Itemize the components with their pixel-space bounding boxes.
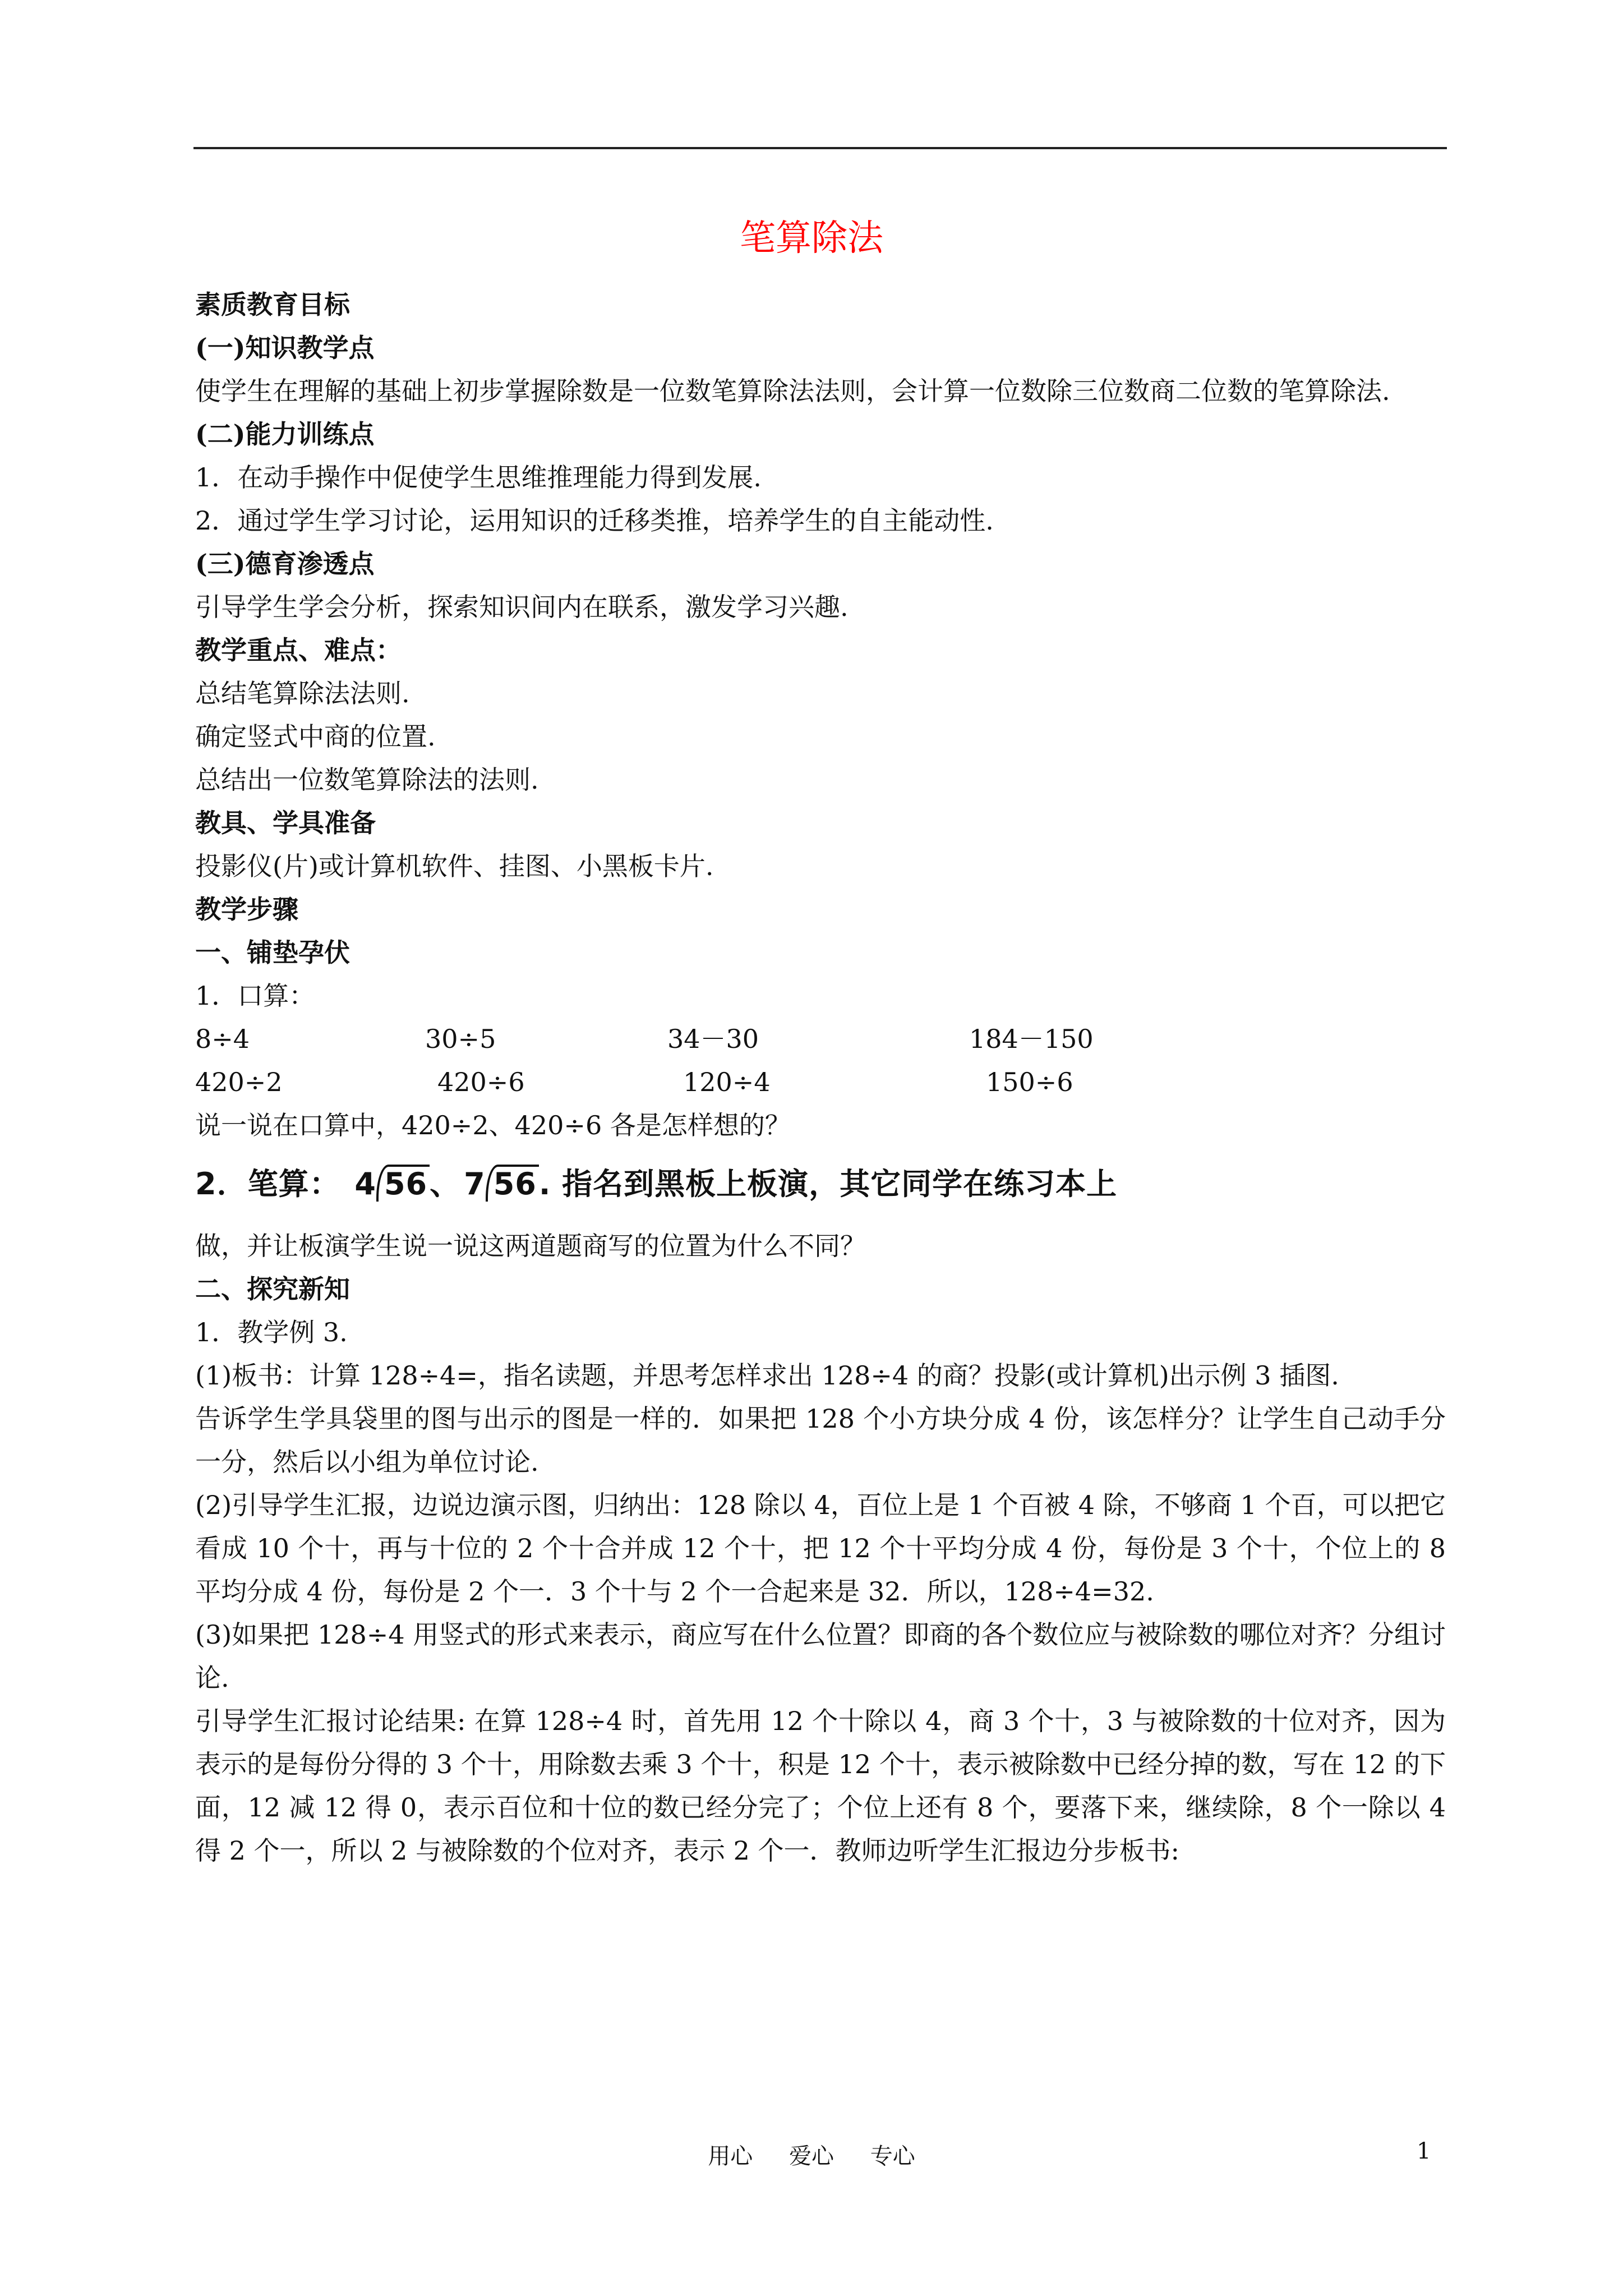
paragraph-4: (3)如果把 128÷4 用竖式的形式来表示，商应写在什么位置？即商的各个数位应与被除数的哪位对齐？分组讨论. — [195, 1619, 1446, 1693]
moral-text: 引导学生学会分析，探索知识间内在联系，激发学习兴趣. — [195, 592, 849, 622]
paragraph-5: 引导学生汇报讨论结果: 在算 128÷4 时，首先用 12 个十除以 4，商 3 个十，3 与被除数的十位对齐，因为表示的是每份分得的 3 个十，用除数去乘 3 个十，积是 12 个十，表示被除数中已经分掉的数，写在 12 的下面，12 减 12 得 0，表示百位和十位的数已经分完了；个位上还有 8 个，要落下来，继续除，8 个一除以 4 得 2 个一，所以 2 与被除数的个位对齐，表示 2 个一．教师边听学生汇报边分步板书: — [195, 1706, 1446, 1866]
oral-label: 1．口算： — [195, 981, 315, 1011]
oral-expr: 184－150 — [969, 1024, 1094, 1054]
written-continue: 做，并让板演学生说一说这两道题商写的位置为什么不同？ — [195, 1231, 866, 1261]
oral-expr: 34－30 — [667, 1024, 759, 1054]
divisor: 7 — [464, 1166, 486, 1202]
oral-expr: 150÷6 — [986, 1067, 1073, 1097]
footer-word: 专心 — [870, 2143, 915, 2169]
written-prefix: 2．笔算： — [195, 1166, 340, 1202]
written-suffix: . 指名到黑板上板演，其它同学在练习本上 — [538, 1166, 1118, 1202]
written-separator: 、 — [430, 1166, 461, 1202]
footer-word: 爱心 — [789, 2143, 834, 2169]
dividend: 56 — [376, 1165, 430, 1202]
oral-expr: 420÷6 — [437, 1067, 525, 1097]
oral-expr: 420÷2 — [195, 1067, 283, 1097]
dividend: 56 — [486, 1165, 539, 1202]
paragraph-3: (2)引导学生汇报，边说边演示图，归纳出：128 除以 4，百位上是 1 个百被 4 除，不够商 1 个百，可以把它看成 10 个十，再与十位的 2 个十合并成 12 个十，把 12 个十平均分成 4 份，每份是 3 个十，个位上的 8 平均分成 4 份，每份是 2 个一．3 个十与 2 个一合起来是 32．所以，128÷4=32. — [195, 1490, 1446, 1607]
knowledge-text: 使学生在理解的基础上初步掌握除数是一位数笔算除法法则，会计算一位数除三位数商二位数的笔算除法. — [195, 376, 1390, 406]
key-heading: 教学重点、难点： — [195, 635, 402, 665]
ability-item-2: 2．通过学生学习讨论，运用知识的迁移类推，培养学生的自主能动性. — [195, 505, 994, 536]
ability-heading: (二)能力训练点 — [195, 419, 375, 449]
oral-expr: 8÷4 — [195, 1024, 250, 1054]
divisor: 4 — [354, 1166, 376, 1202]
tools-heading: 教具、学具准备 — [195, 808, 376, 838]
paragraph-2: 告诉学生学具袋里的图与出示的图是一样的．如果把 128 个小方块分成 4 份，该怎样分？让学生自己动手分一分，然后以小组为单位讨论. — [195, 1404, 1446, 1477]
key-item-1: 总结笔算除法法则. — [195, 678, 410, 708]
header-rule — [193, 147, 1447, 149]
paragraph-1: (1)板书：计算 128÷4=，指名读题，并思考怎样求出 128÷4 的商？投影(或计算机)出示例 3 插图. — [195, 1360, 1339, 1391]
oral-row-2 — [195, 1061, 1446, 1104]
long-division-2 — [464, 1151, 539, 1218]
step1-heading: 一、铺垫孕伏 — [195, 937, 350, 968]
document-body — [195, 283, 1446, 1872]
written-calc-line — [195, 1151, 1446, 1218]
knowledge-heading: (一)知识教学点 — [195, 333, 375, 363]
oral-expr: 30÷5 — [425, 1024, 496, 1054]
key-item-3: 总结出一位数笔算除法的法则. — [195, 765, 539, 795]
step2-heading: 二、探究新知 — [195, 1274, 350, 1304]
footer-word: 用心 — [708, 2143, 753, 2169]
oral-row-1 — [195, 1018, 1446, 1061]
oral-expr: 120÷4 — [683, 1067, 771, 1097]
tools-text: 投影仪(片)或计算机软件、挂图、小黑板卡片. — [195, 851, 714, 881]
footer-motto — [0, 2138, 1623, 2170]
steps-heading: 教学步骤 — [195, 894, 298, 924]
long-division-1 — [354, 1151, 430, 1218]
oral-question: 说一说在口算中，420÷2、420÷6 各是怎样想的？ — [195, 1110, 791, 1140]
page-number: 1 — [1417, 2138, 1431, 2164]
ability-item-1: 1．在动手操作中促使学生思维推理能力得到发展. — [195, 462, 762, 493]
goal-heading: 素质教育目标 — [195, 289, 350, 320]
moral-heading: (三)德育渗透点 — [195, 549, 375, 579]
example-label: 1．教学例 3. — [195, 1317, 348, 1347]
page-title: 笔算除法 — [740, 218, 883, 259]
key-item-2: 确定竖式中商的位置. — [195, 721, 436, 752]
